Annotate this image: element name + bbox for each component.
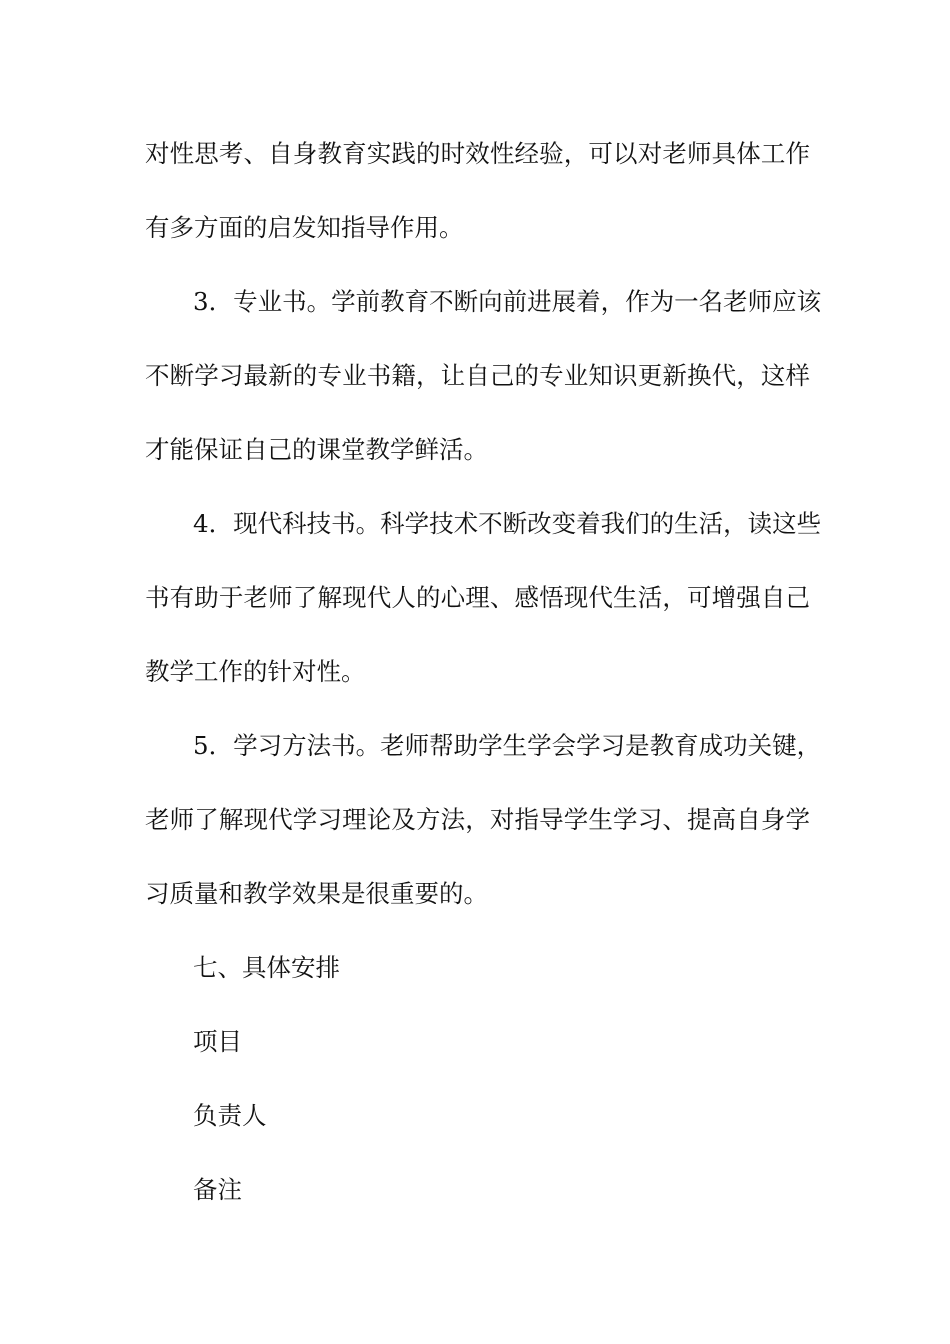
table-label-owner: 负责人 [193,1101,267,1130]
paragraph-4-line-3: 教学工作的针对性。 [145,657,366,686]
paragraph-4-line-1: 4．现代科技书。科学技术不断改变着我们的生活，读这些 [193,509,822,538]
section-heading: 七、具体安排 [193,953,340,982]
paragraph-3-line-1: 3．专业书。学前教育不断向前进展着，作为一名老师应该 [193,287,822,316]
paragraph-5-line-2: 老师了解现代学习理论及方法，对指导学生学习、提高自身学 [145,805,810,834]
paragraph-line: 有多方面的启发知指导作用。 [145,213,464,242]
paragraph-line: 对性思考、自身教育实践的时效性经验，可以对老师具体工作 [145,139,810,168]
paragraph-3-line-3: 才能保证自己的课堂教学鲜活。 [145,435,488,464]
paragraph-5-line-3: 习质量和教学效果是很重要的。 [145,879,488,908]
table-label-item: 项目 [193,1027,242,1056]
paragraph-5-line-1: 5．学习方法书。老师帮助学生学会学习是教育成功关键， [193,731,822,760]
table-label-note: 备注 [193,1175,242,1204]
paragraph-4-line-2: 书有助于老师了解现代人的心理、感悟现代生活，可增强自己 [145,583,810,612]
paragraph-3-line-2: 不断学习最新的专业书籍，让自己的专业知识更新换代，这样 [145,361,810,390]
